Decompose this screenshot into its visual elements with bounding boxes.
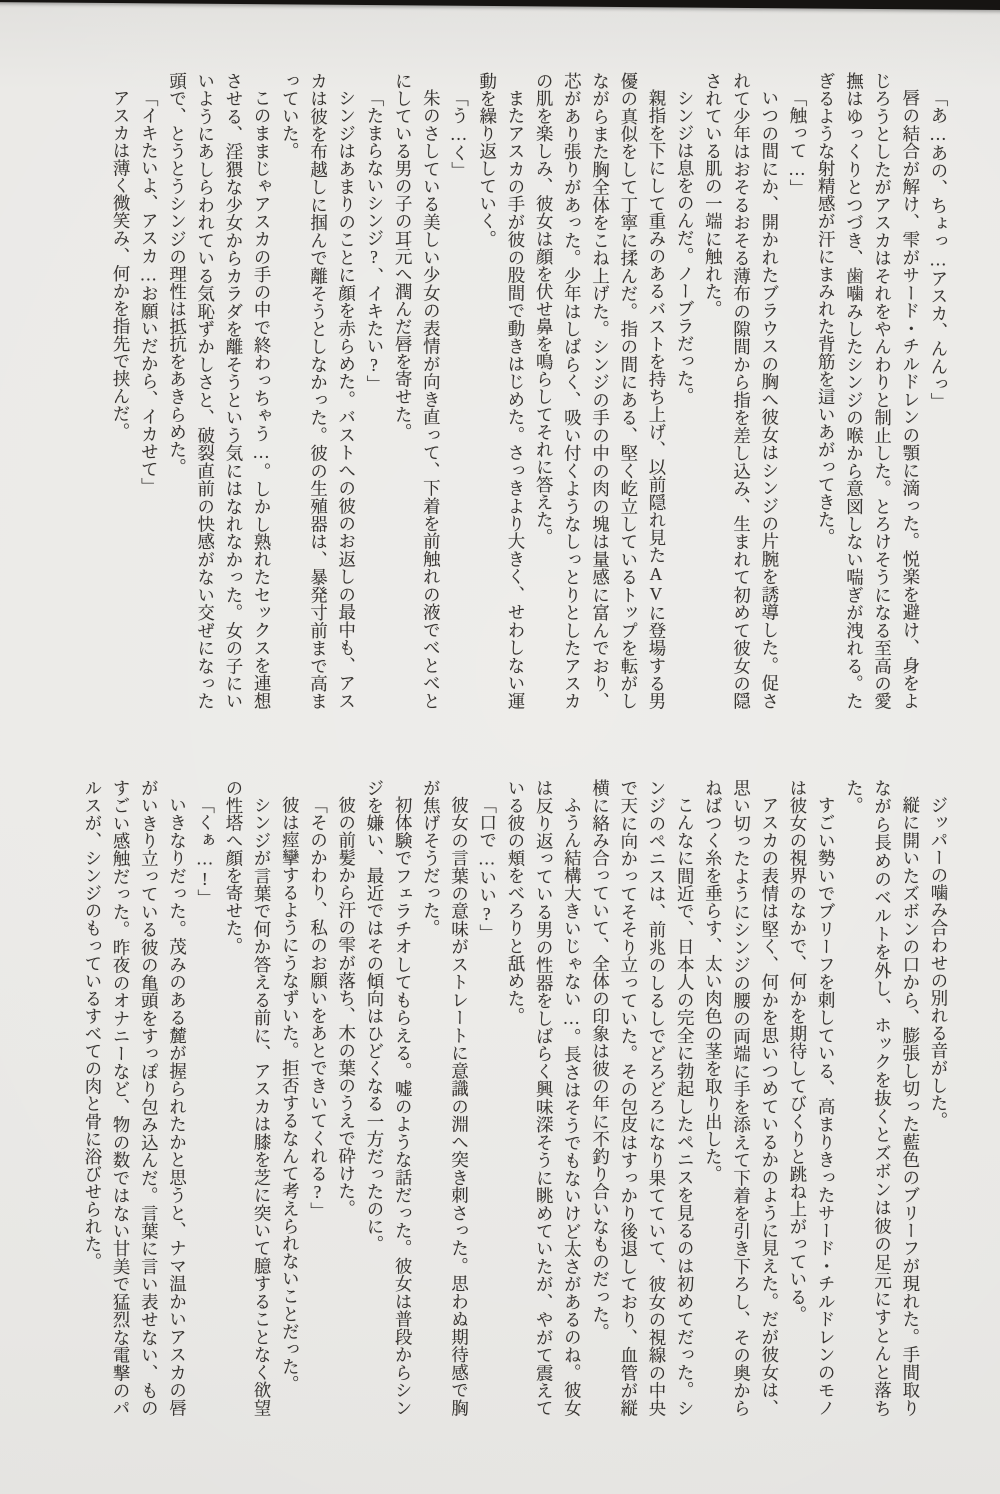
paragraph: 「そのかわり、私のお願いをあとできいてくれる?」	[307, 796, 328, 1221]
paragraph: 親指を下にして重みのあるバストを持ち上げ、以前隠れ見たAVに登場する男優の真似をして丁寧に揉んだ。指の間にある、堅く屹立しているトップを転がしながらまた胸全体をこね上げた。シンジの手の中の肉の塊は量感に富んでおり、芯があり張りがあった。少年はしばらく、吸い付くようなしっとりとしたアスカの肌を楽しみ、彼女は顔を伏せ鼻を鳴らしてそれに答えた。	[533, 72, 666, 710]
paragraph: 「う…く」	[448, 89, 469, 180]
paragraph: 「触って…」	[786, 89, 807, 198]
paragraph: シンジは息をのんだ。ノーブラだった。	[674, 89, 695, 406]
paragraph: 「イキたいよ、アスカ…お願いだから、イカせて」	[138, 89, 159, 496]
paragraph: ジッパーの噛み合わせの別れる音がした。	[928, 796, 948, 1130]
text-block-bottom	[81, 779, 952, 1417]
paragraph: 朱のさしている美しい少女の表情が向き直って、下着を前触れの液でべとべとにしている男の子の耳元へ潤んだ唇を寄せた。	[392, 72, 441, 710]
paragraph: 「たまらないシンジ?、イキたい?」	[363, 89, 384, 393]
paragraph: シンジが言葉で何か答える前に、アスカは膝を芝に突いて臆することなく欲望の性塔へ顔を寄せた。	[222, 779, 272, 1417]
paragraph: 初体験でフェラチオしてもらえる。嘘のような話だった。彼女は普段からシンジを嫌い、最近ではその傾向はひどくなる一方だったのに。	[363, 779, 413, 1417]
paragraph: いつの間にか、開かれたブラウスの胸へ彼女はシンジの片腕を誘導した。促されて少年はおそるおそる薄布の隙間から指を差し込み、生まれて初めて彼女の隠されている肌の一端に触れた。	[702, 72, 779, 710]
paragraph: 唇の結合が解け、雫がサード・チルドレンの顎に滴った。悦楽を避け、身をよじろうとしたがアスカはそれをやんわりと制止した。とろけそうになる至高の愛撫はゆっくりとつづき、歯噛みしたシンジの喉から意図しない喘ぎが洩れる。たぎるような射精感が汗にまみれた背筋を這いあがってきた。	[815, 72, 920, 710]
paragraph: 「口で…いい?」	[476, 796, 497, 942]
paragraph: こんなに間近で、日本人の完全に勃起したペニスを見るのは初めてだった。シンジのペニスは、前兆のしるしでどろどろになり果てていて、彼女の視線の中央で天に向かってそそり立っていた。その包皮はすっかり後退しており、血管が縦横に絡み合っていて、全体の印象は彼の年に不釣り合いなものだった。	[589, 779, 695, 1417]
paragraph: アスカの表情は堅く、何かを思いつめているかのように見えた。だが彼女は、思い切ったようにシンジの腰の両端に手を添えて下着を引き下ろし、その奥からねばつく糸を垂らす、太い肉色の茎を取り出した。	[702, 779, 779, 1417]
paragraph: いきなりだった。茂みのある麓が握られたかと思うと、ナマ温かいアスカの唇がいきり立っている彼の亀頭をすっぽり包み込んだ。言葉に言い表せない、ものすごい感触だった。昨夜のオナニーなど、物の数ではない甘美で猛烈な電撃のパルスが、シンジのもっているすべての肉と骨に浴びせられた。	[81, 779, 187, 1417]
text-block-top	[96, 72, 952, 710]
paragraph: 彼女の言葉の意味がストレートに意識の淵へ突き刺さった。思わぬ期待感で胸が焦げそうだった。	[420, 779, 469, 1417]
paragraph: 「くぁ…!」	[194, 796, 215, 907]
paragraph: ふうん結構大きいじゃない…。長さはそうでもないけど太さがあるのね。彼女は反り返っている男の性器をしばらく興味深そうに眺めていたが、やがて震えている彼の頬をべろりと舐めた。	[504, 779, 582, 1417]
paragraph: 「あ…あの、ちょっ…アスカ、んんっ」	[928, 89, 948, 411]
paragraph: このままじゃアスカの手の中で終わっちゃう…。しかし熟れたセックスを連想させる、淫猥な少女からカラダを離そうという気にはなれなかった。女の子にいいようにあしらわれている気恥ずかしさと、破裂直前の快感がない交ぜになった頭で、とうとうシンジの理性は抵抗をあきらめた。	[166, 72, 272, 710]
paragraph: 縦に開いたズボンの口から、膨張し切った藍色のブリーフが現れた。手間取りながら長めのベルトを外し、ホックを抜くとズボンは彼の足元にすとんと落ちた。	[843, 779, 920, 1417]
paragraph: 彼の前髪から汗の雫が落ち、木の葉のうえで砕けた。	[335, 796, 356, 1218]
scan-edge-artifact	[0, 0, 1000, 10]
paragraph: 彼は痙攣するようにうなずいた。拒否するなんて考えられないことだった。	[279, 796, 300, 1394]
paragraph: すごい勢いでブリーフを刺している、高まりきったサード・チルドレンのモノは彼女の視界のなかで、何かを期待してびくりと跳ね上がっている。	[786, 779, 836, 1417]
paragraph: アスカは薄く微笑み、何かを指先で挟んだ。	[110, 89, 131, 441]
paragraph: シンジはあまりのことに顔を赤らめた。バストへの彼のお返しの最中も、アスカは彼を布越しに掴んで離そうとしなかった。彼の生殖器は、暴発寸前まで高まっていた。	[279, 72, 356, 710]
paragraph: またアスカの手が彼の股間で動きはじめた。さっきより大きく、せわしない運動を繰り返していく。	[476, 72, 525, 710]
